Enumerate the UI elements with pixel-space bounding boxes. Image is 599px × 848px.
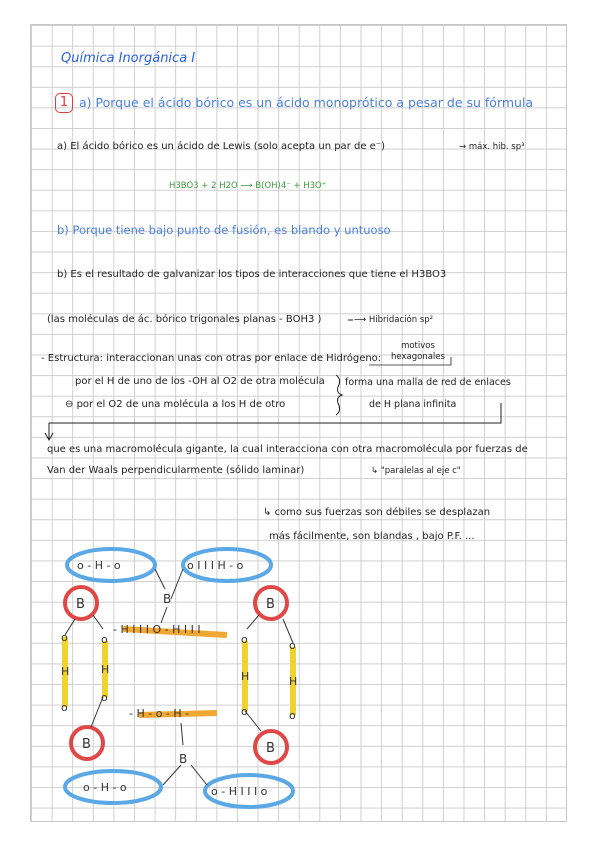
h-left-inner: H	[101, 663, 110, 676]
brace-note-2: de H plana infinita	[369, 399, 457, 410]
answer-b-line2: (las moléculas de ác. bórico trigonales planas - BOH3 )	[47, 314, 322, 325]
o-inner-left-bottom: o	[101, 691, 108, 704]
b-bottom-right: B	[266, 741, 275, 756]
o-inner-right-top: o	[241, 633, 248, 646]
label-top-left: o - H - o	[77, 559, 121, 572]
weak-line-1: ↳ como sus fuerzas son débiles se desplazan	[263, 507, 491, 518]
label-top-right: o I I I H - o	[187, 559, 244, 572]
label-middle-top: - H I I I O - H I I I	[113, 623, 201, 636]
boric-acid-diagram	[31, 25, 568, 823]
h-right-outer: H	[289, 675, 298, 688]
answer-b-line1: b) Es el resultado de galvanizar los tipos de interacciones que tiene el H3BO3	[57, 269, 447, 280]
o-right-top: o	[289, 639, 296, 652]
equation: H3BO3 + 2 H2O ⟶ B(OH)4⁻ + H3O⁺	[169, 181, 327, 191]
o-right-bottom: o	[289, 709, 296, 722]
brace-note-1: forma una malla de red de enlaces	[345, 377, 511, 388]
label-bottom-left: o - H - o	[83, 781, 127, 794]
o-inner-left-top: o	[101, 633, 108, 646]
macro-line-2: Van der Waals perpendicularmente (sólido laminar)	[47, 465, 305, 476]
parallel-note: ↳ "paralelas al eje c"	[371, 466, 461, 476]
bond-line-2: ⊖ por el O2 de una molécula a los H de otro	[65, 399, 286, 410]
o-inner-right-bottom: o	[241, 705, 248, 718]
question-b: b) Porque tiene bajo punto de fusión, es blando y untuoso	[57, 223, 391, 237]
question-a: a) Porque el ácido bórico es un ácido monoprótico a pesar de su fórmula	[79, 95, 534, 110]
b-bottom-left: B	[82, 737, 91, 752]
o-left-top: o	[61, 631, 68, 644]
label-bottom-right: o - H I I I o	[211, 785, 268, 798]
question-number: 1	[55, 93, 73, 113]
answer-a-note: → máx. hib. sp³	[459, 142, 525, 152]
b-top-left: B	[76, 597, 85, 612]
b-bottom-center: B	[179, 752, 188, 766]
motivos-note: motivos hexagonales	[391, 341, 445, 362]
macro-line-1: que es una macromolécula gigante, la cual interacciona con otra macromolécula por fuerzas de	[47, 444, 528, 455]
b-top-center: B	[163, 592, 172, 606]
label-middle-bottom: - H - o - H -	[129, 707, 190, 720]
structure-line: - Estructura: interaccionan unas con otras por enlace de Hidrógeno:	[41, 353, 382, 364]
o-left-bottom: o	[61, 701, 68, 714]
bond-line-1: por el H de uno de los -OH al O2 de otra molécula	[75, 376, 325, 387]
b-top-right: B	[266, 597, 275, 612]
page-title: Química Inorgánica I	[61, 51, 196, 66]
grid-paper	[30, 24, 567, 822]
hybridization-note: ⟶ Hibridación sp²	[354, 315, 434, 325]
h-right-inner: H	[241, 670, 250, 683]
h-left-outer: H	[61, 665, 70, 678]
weak-line-2: más fácilmente, son blandas , bajo P.F. ...	[269, 531, 475, 542]
answer-a-line: a) El ácido bórico es un ácido de Lewis (solo acepta un par de e⁻)	[57, 141, 385, 152]
